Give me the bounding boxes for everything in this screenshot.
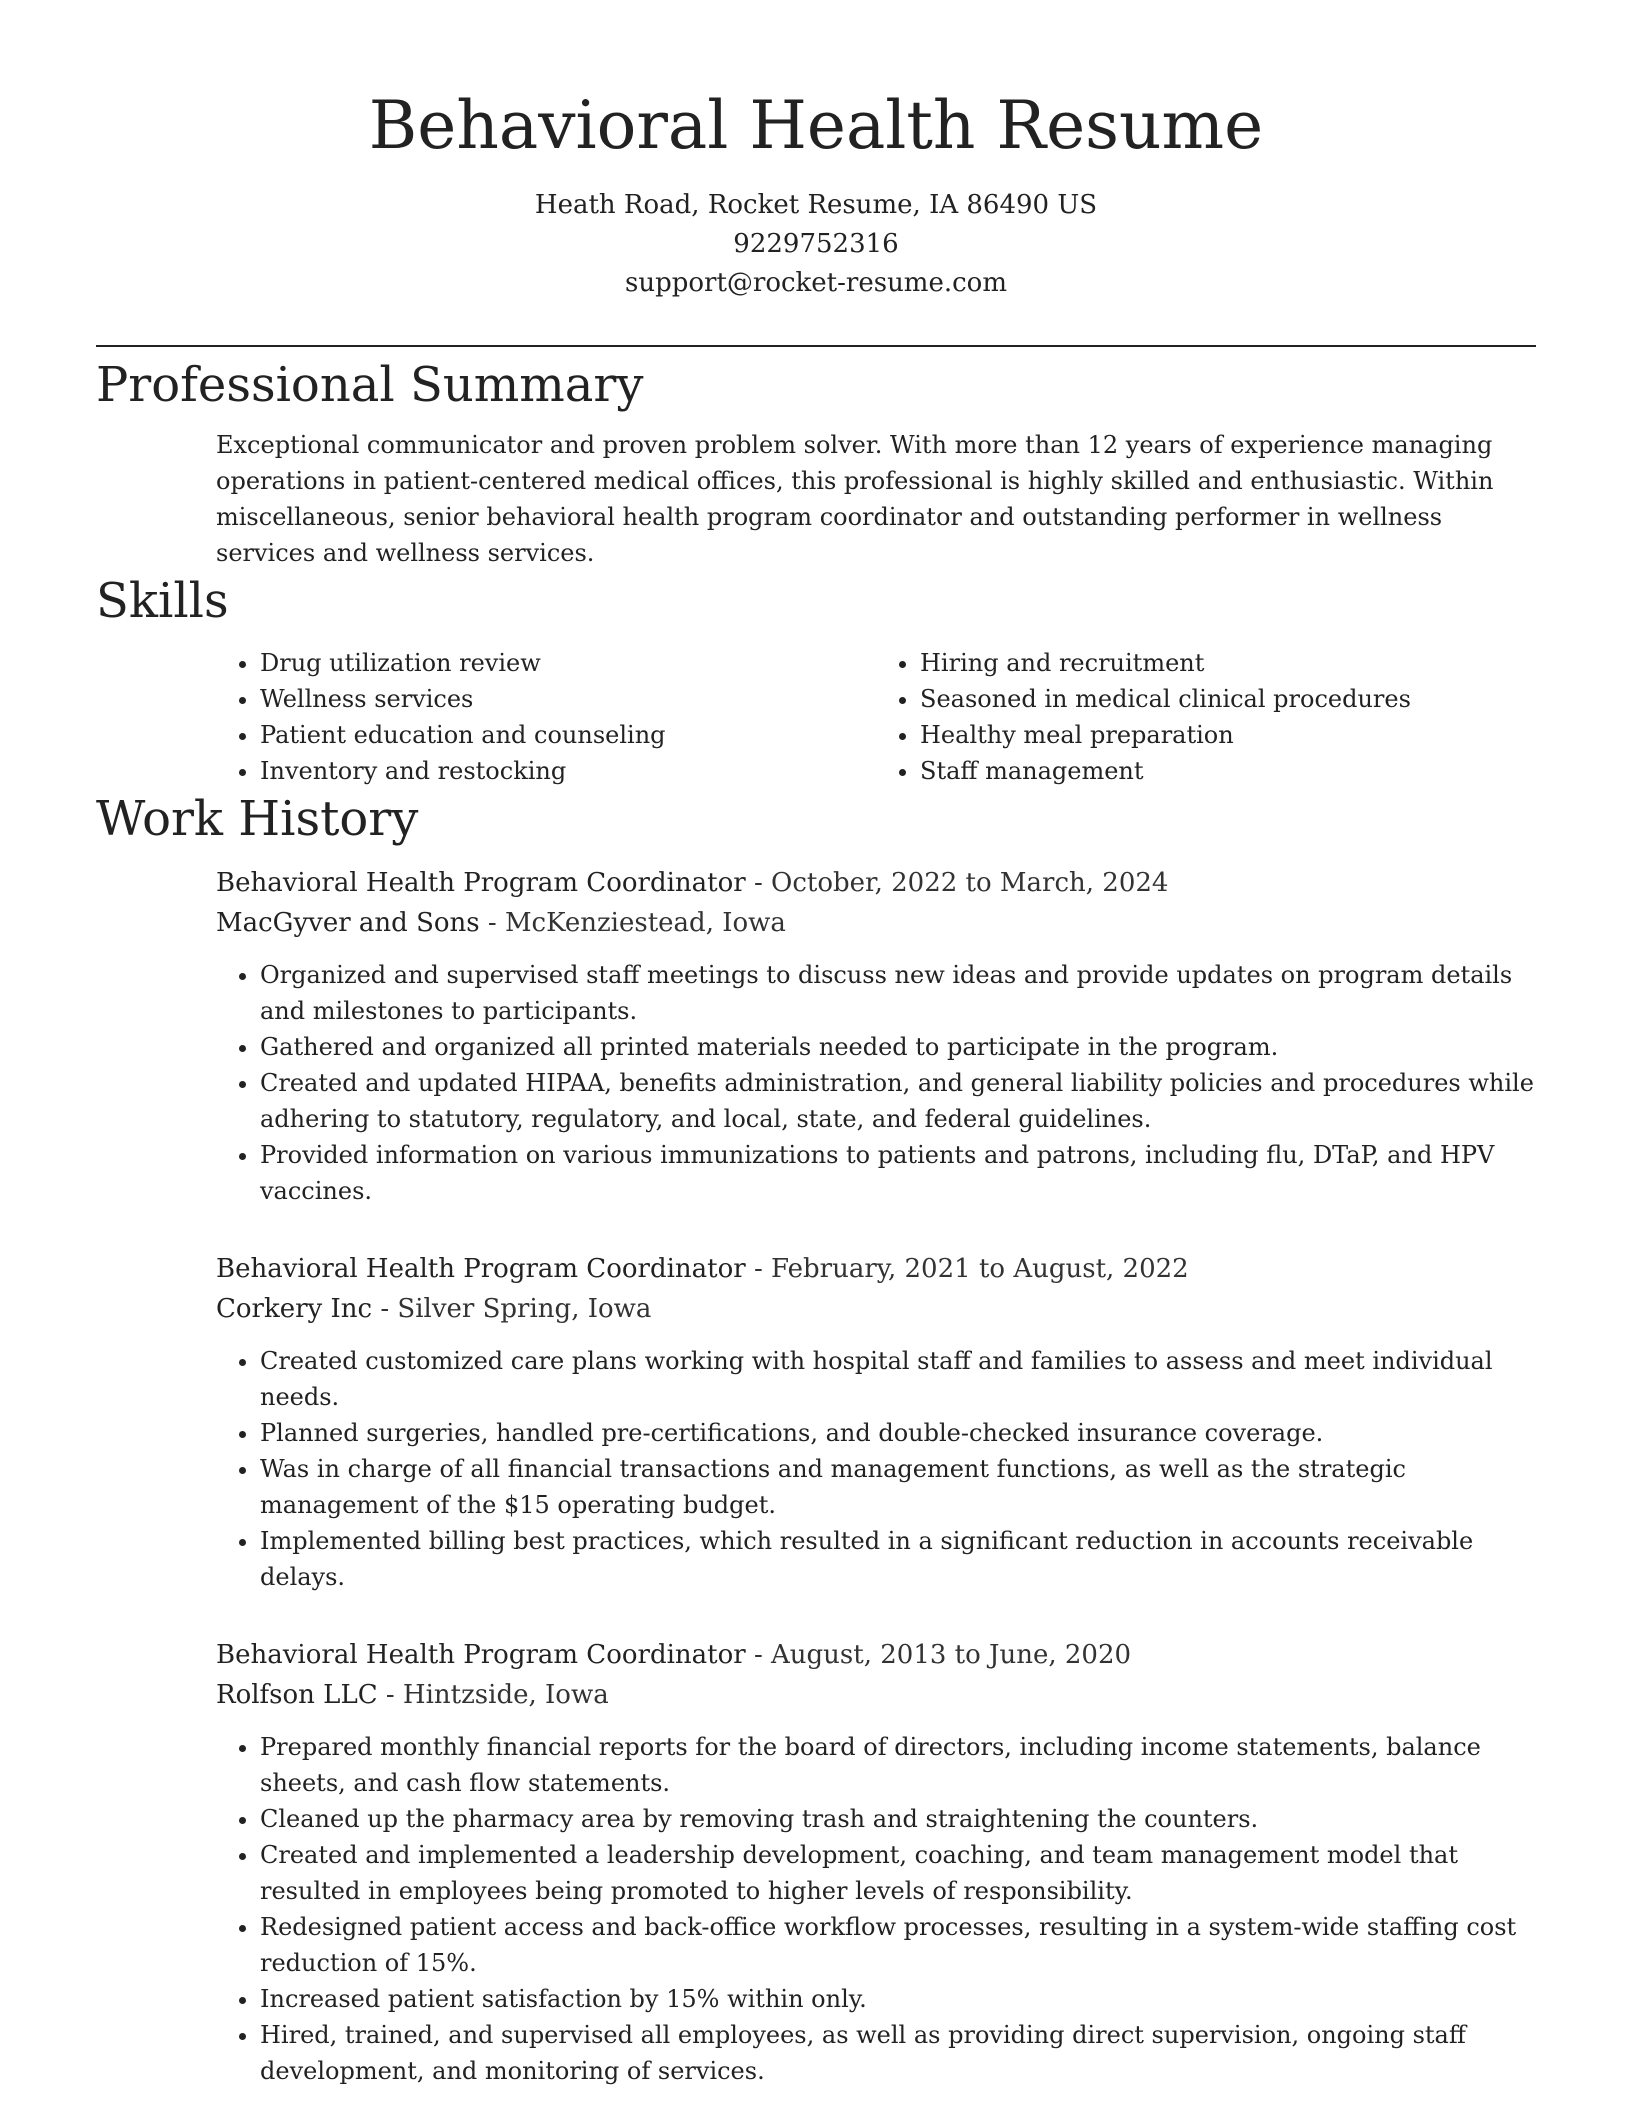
job-role: Behavioral Health Program Coordinator <box>216 1254 746 1284</box>
summary-text: Exceptional communicator and proven problem solver. With more than 12 years of experience managing operations in patient-centered medical offices, this professional is highly skilled and enthusiastic. Within miscellaneous, senior behavioral health program coordinator and outstanding performer in wellness services and wellness services. <box>216 431 1494 567</box>
section-title-work-history: Work History <box>96 791 419 847</box>
contact-email: support@rocket-resume.com <box>624 268 1007 298</box>
job-title-line <box>216 1635 1536 1675</box>
job-bullet: • Created and updated HIPAA, benefits administration, and general liability policies and procedures while adhering to statutory, regulatory, and local, state, and federal guidelines. <box>260 1065 1536 1137</box>
skill-item: • Patient education and counseling <box>260 717 876 753</box>
job-company-line <box>216 1289 1536 1329</box>
job-title-line <box>216 863 1536 903</box>
job-location: - McKenziestead, Iowa <box>479 908 786 938</box>
contact-block <box>96 186 1536 303</box>
section-title-skills: Skills <box>96 573 229 629</box>
job-location: - Silver Spring, Iowa <box>372 1294 652 1324</box>
job-entry <box>216 863 1536 1209</box>
job-bullet: • Organized and supervised staff meetings to discuss new ideas and provide updates on program details and milestones to participants. <box>260 957 1536 1029</box>
job-role: Behavioral Health Program Coordinator <box>216 868 746 898</box>
job-bullet: • Hired, trained, and supervised all employees, as well as providing direct supervision, ongoing staff development, and monitoring of services. <box>260 2017 1536 2089</box>
job-bullet: • Implemented billing best practices, which resulted in a significant reduction in accounts receivable delays. <box>260 1523 1536 1595</box>
job-company-line <box>216 903 1536 943</box>
job-company: MacGyver and Sons <box>216 908 480 938</box>
contact-address: Heath Road, Rocket Resume, IA 86490 US <box>534 190 1098 220</box>
job-bullet: • Created and implemented a leadership development, coaching, and team management model that resulted in employees being promoted to higher levels of responsibility. <box>260 1837 1536 1909</box>
resume-page <box>96 0 1536 2089</box>
job-entry <box>216 1635 1536 2089</box>
skills-column-left <box>216 645 876 789</box>
section-title-summary: Professional Summary <box>96 357 644 413</box>
job-bullet: • Increased patient satisfaction by 15% within only. <box>260 1981 1536 2017</box>
skill-item: • Wellness services <box>260 681 876 717</box>
skills-column-right <box>876 645 1536 789</box>
skill-item: • Drug utilization review <box>260 645 876 681</box>
job-entry <box>216 1249 1536 1595</box>
job-title-line <box>216 1249 1536 1289</box>
job-company: Rolfson LLC <box>216 1680 378 1710</box>
job-location: - Hintzside, Iowa <box>377 1680 609 1710</box>
job-bullet: • Provided information on various immunizations to patients and patrons, including flu, DTaP, and HPV vaccines. <box>260 1137 1536 1209</box>
job-dates: - February, 2021 to August, 2022 <box>745 1254 1189 1284</box>
resume-header <box>96 0 1536 303</box>
contact-phone: 9229752316 <box>733 229 899 259</box>
job-spacer <box>96 1209 1536 1235</box>
job-bullet: • Planned surgeries, handled pre-certifications, and double-checked insurance coverage. <box>260 1415 1536 1451</box>
job-bullet: • Cleaned up the pharmacy area by removing trash and straightening the counters. <box>260 1801 1536 1837</box>
header-divider <box>96 345 1536 347</box>
skill-item: • Hiring and recruitment <box>920 645 1536 681</box>
job-bullet: • Redesigned patient access and back-office workflow processes, resulting in a system-wide staffing cost reduction of 15%. <box>260 1909 1536 1981</box>
skill-item: • Inventory and restocking <box>260 753 876 789</box>
job-role: Behavioral Health Program Coordinator <box>216 1640 746 1670</box>
skill-item: • Seasoned in medical clinical procedures <box>920 681 1536 717</box>
job-bullet: • Prepared monthly financial reports for the board of directors, including income statements, balance sheets, and cash flow statements. <box>260 1729 1536 1801</box>
job-dates: - October, 2022 to March, 2024 <box>745 868 1169 898</box>
job-bullets <box>216 1343 1536 1595</box>
job-bullets <box>216 1729 1536 2089</box>
skill-item: • Healthy meal preparation <box>920 717 1536 753</box>
job-company: Corkery Inc <box>216 1294 373 1324</box>
skill-item: • Staff management <box>920 753 1536 789</box>
resume-title: Behavioral Health Resume <box>368 87 1264 164</box>
skills-grid <box>216 645 1536 789</box>
job-company-line <box>216 1675 1536 1715</box>
job-bullets <box>216 957 1536 1209</box>
job-spacer <box>96 1595 1536 1621</box>
job-bullet: • Was in charge of all financial transactions and management functions, as well as the strategic management of the $15 operating budget. <box>260 1451 1536 1523</box>
job-bullet: • Created customized care plans working with hospital staff and families to assess and meet individual needs. <box>260 1343 1536 1415</box>
job-dates: - August, 2013 to June, 2020 <box>745 1640 1132 1670</box>
job-bullet: • Gathered and organized all printed materials needed to participate in the program. <box>260 1029 1536 1065</box>
